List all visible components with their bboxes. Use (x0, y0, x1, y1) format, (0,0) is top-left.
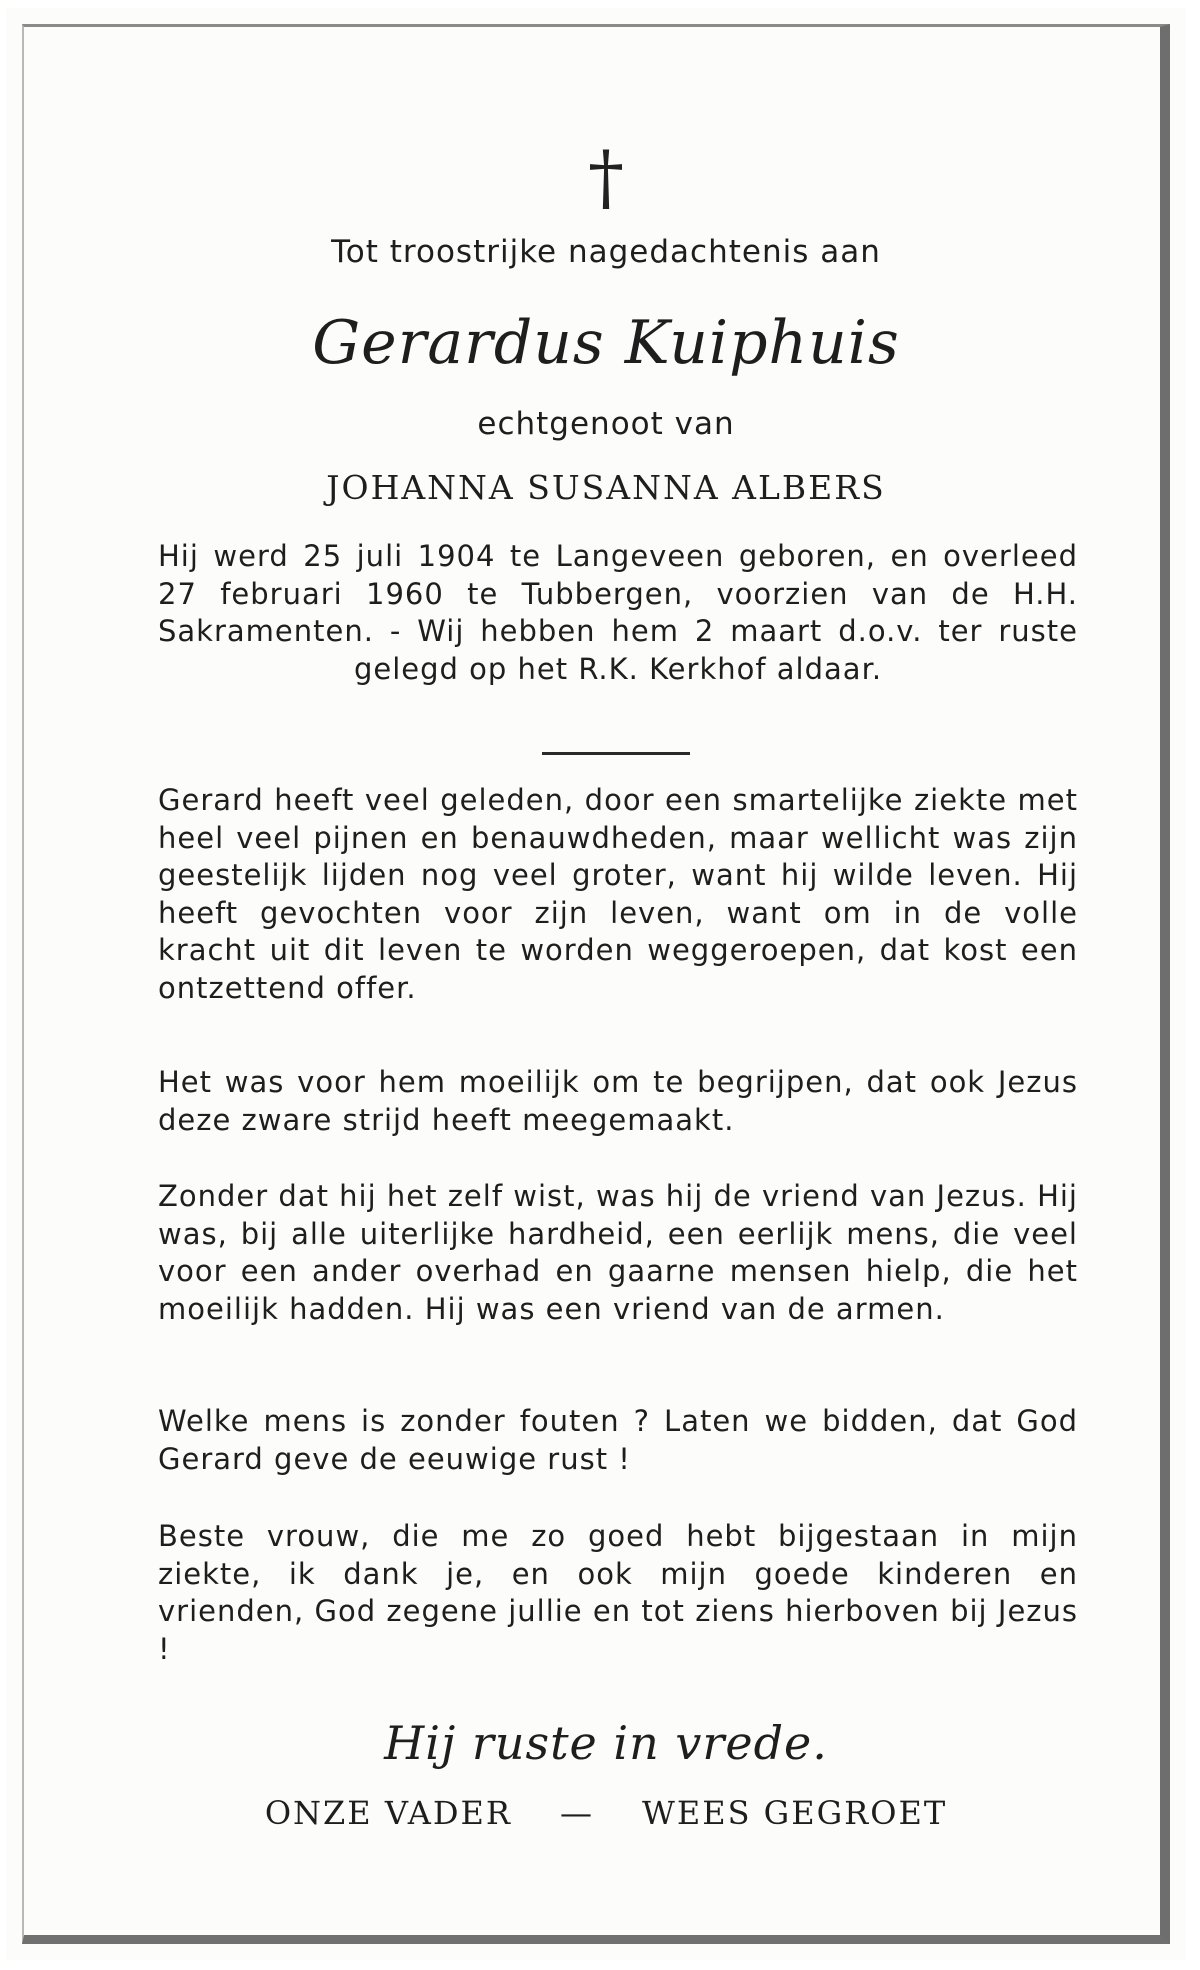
intro-text: Tot troostrijke nagedachtenis aan (331, 234, 881, 270)
spouse-label: echtgenoot van (477, 406, 735, 442)
paragraph-suffering: Gerard heeft veel geleden, door een smartelijke ziekte met heel veel pijnen en benauwdheden, maar wellicht was zijn geestelijk lijden nog veel groter, want hij wilde leven. Hij heeft gevochten voor zijn leven, want om in de volle kracht uit dit leven te worden weggeroepen, dat kost een ontzettend offer. (158, 783, 1078, 1005)
section-divider (542, 752, 690, 755)
paragraph-friend-of-jesus: Zonder dat hij het zelf wist, was hij de vriend van Jezus. Hij was, bij alle uiterlijke hardheid, een eerlijk mens, die veel voor een ander overhad en gaarne mensen hielp, die het moeilijk hadden. Hij was een vriend van de armen. (158, 1179, 1078, 1326)
paragraph-prayer: Welke mens is zonder fouten ? Laten we bidden, dat God Gerard geve de eeuwige rust ! (158, 1404, 1078, 1476)
cross-icon: † (588, 135, 624, 219)
prayer-hail-mary: WEES GEGROET (641, 1794, 948, 1832)
deceased-name: Gerardus Kuiphuis (312, 308, 900, 378)
spouse-name: JOHANNA SUSANNA ALBERS (326, 468, 886, 507)
prayer-our-father: ONZE VADER (264, 1794, 512, 1832)
memorial-card (6, 8, 1186, 1960)
paragraph-farewell: Beste vrouw, die me zo goed hebt bijgestaan in mijn ziekte, ik dank je, en ook mijn goede kinderen en vrienden, God zegene jullie en tot ziens hierboven bij Jezus ! (158, 1519, 1078, 1666)
prayers-line (6, 1794, 1200, 1832)
biography-text: Hij werd 25 juli 1904 te Langeveen geboren, en overleed 27 februari 1960 te Tubbergen, voorzien van de H.H. Sakramenten. - Wij hebben hem 2 maart d.o.v. ter ruste gelegd op het R.K. Kerkhof aldaar. (158, 539, 1078, 686)
prayer-separator: — (559, 1794, 594, 1832)
closing-line: Hij ruste in vrede. (384, 1716, 828, 1770)
paragraph-jesus-struggle: Het was voor hem moeilijk om te begrijpen, dat ook Jezus deze zware strijd heeft meegemaakt. (158, 1065, 1078, 1137)
